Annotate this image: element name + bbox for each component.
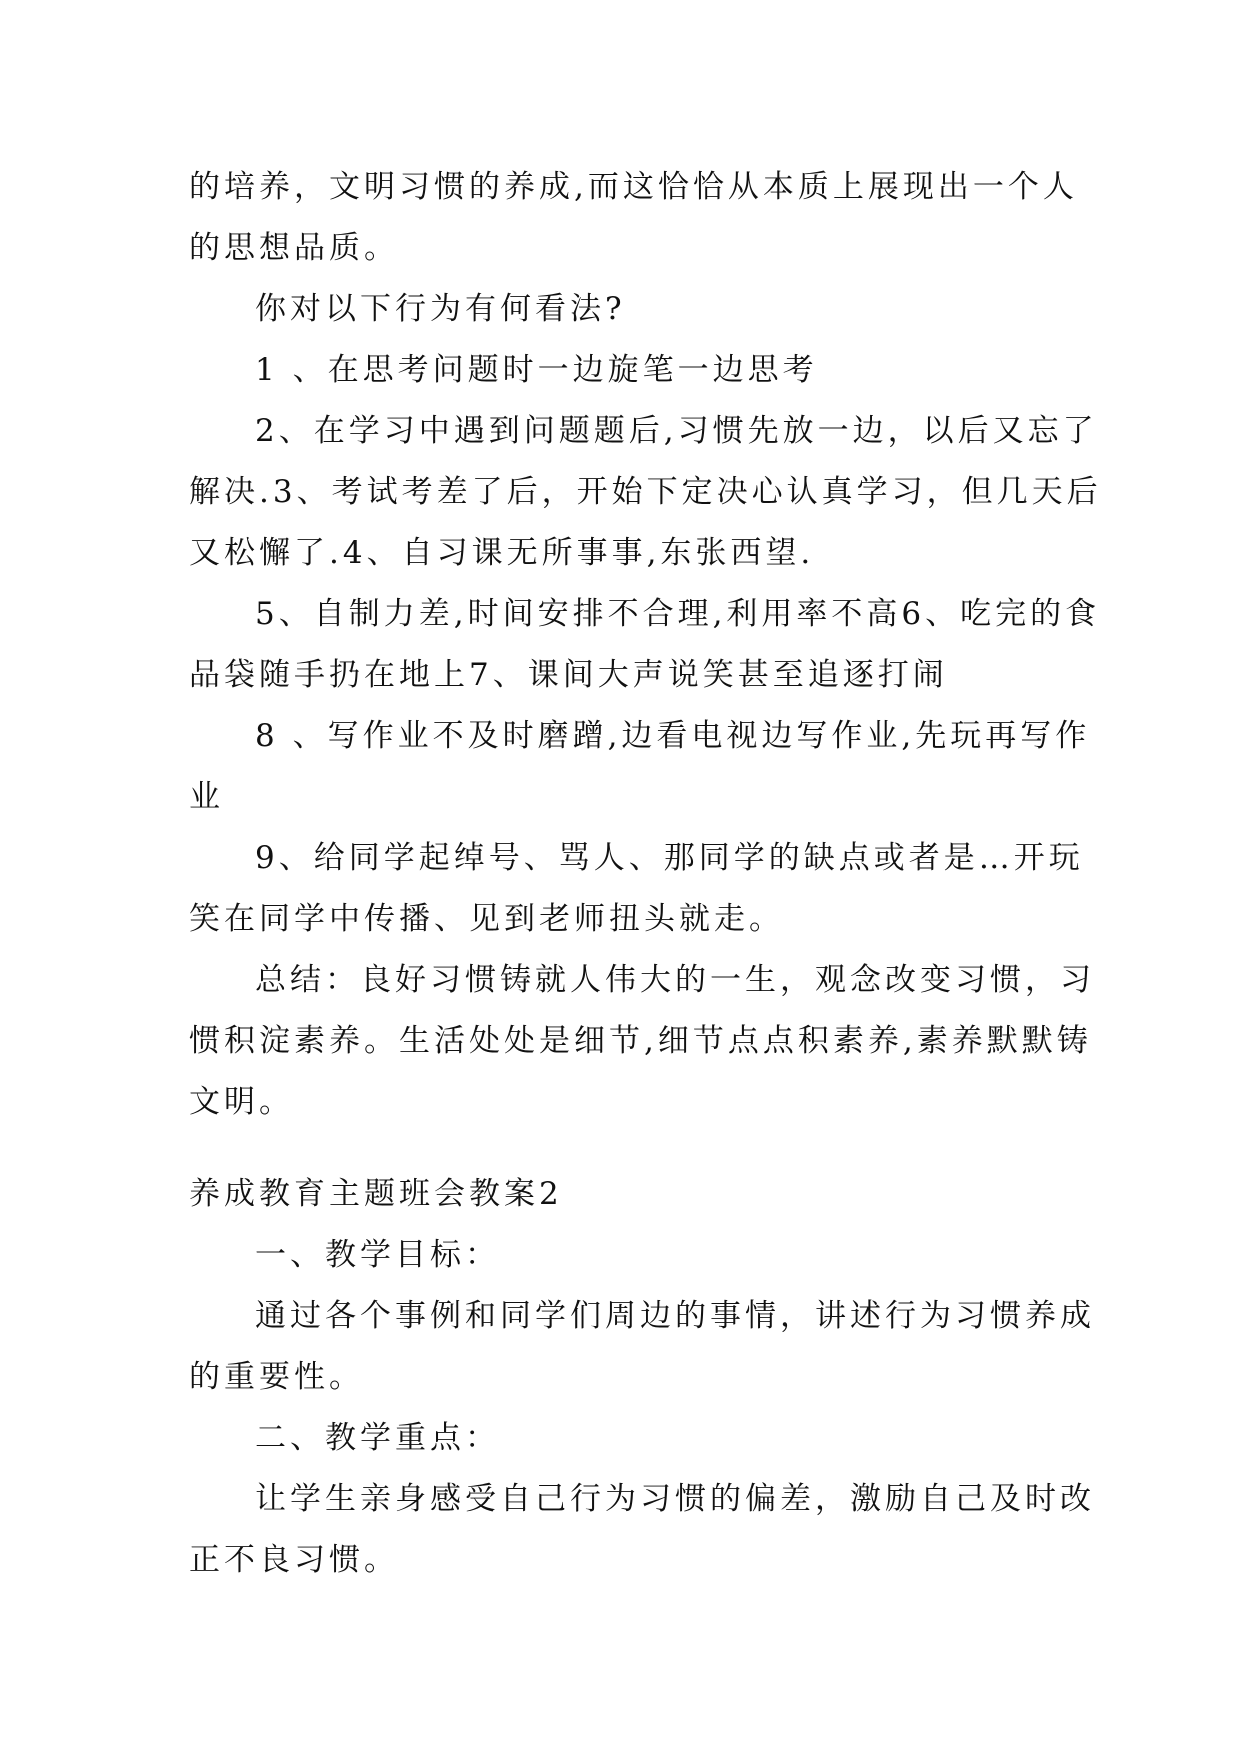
section-heading: 一、教学目标： [255,1237,500,1273]
text-line: 正不良习惯。 [189,1542,399,1578]
text-line: 你对以下行为有何看法? [255,291,626,327]
list-item: 业 [189,779,224,815]
summary-paragraph: 文明。 [189,1084,294,1120]
list-item: 又松懈了.4、自习课无所事事,东张西望. [189,535,815,571]
list-item: 9、给同学起绰号、骂人、那同学的缺点或者是…开玩 [255,840,1084,876]
text-line: 通过各个事例和同学们周边的事情，讲述行为习惯养成 [255,1298,1095,1334]
text-line: 的培养，文明习惯的养成,而这恰恰从本质上展现出一个人 [189,169,1078,205]
list-item: 解决.3、考试考差了后，开始下定决心认真学习，但几天后 [189,474,1102,510]
text-line: 让学生亲身感受自己行为习惯的偏差，激励自己及时改 [255,1481,1095,1517]
list-item: 8 、写作业不及时磨蹭,边看电视边写作业,先玩再写作 [255,718,1091,754]
summary-paragraph: 惯积淀素养。生活处处是细节,细节点点积素养,素养默默铸 [189,1023,1092,1059]
list-item: 5、自制力差,时间安排不合理,利用率不高6、吃完的食 [255,596,1101,632]
list-item: 1 、在思考问题时一边旋笔一边思考 [255,352,818,388]
list-item: 2、在学习中遇到问题题后,习惯先放一边，以后又忘了 [255,413,1098,449]
section-heading: 二、教学重点： [255,1420,500,1456]
text-line: 的思想品质。 [189,230,399,266]
summary-paragraph: 总结：良好习惯铸就人伟大的一生，观念改变习惯，习 [255,962,1095,998]
section-title: 养成教育主题班会教案2 [189,1176,563,1212]
list-item: 品袋随手扔在地上7、课间大声说笑甚至追逐打闹 [189,657,948,693]
list-item: 笑在同学中传播、见到老师扭头就走。 [189,901,784,937]
text-line: 的重要性。 [189,1359,364,1395]
